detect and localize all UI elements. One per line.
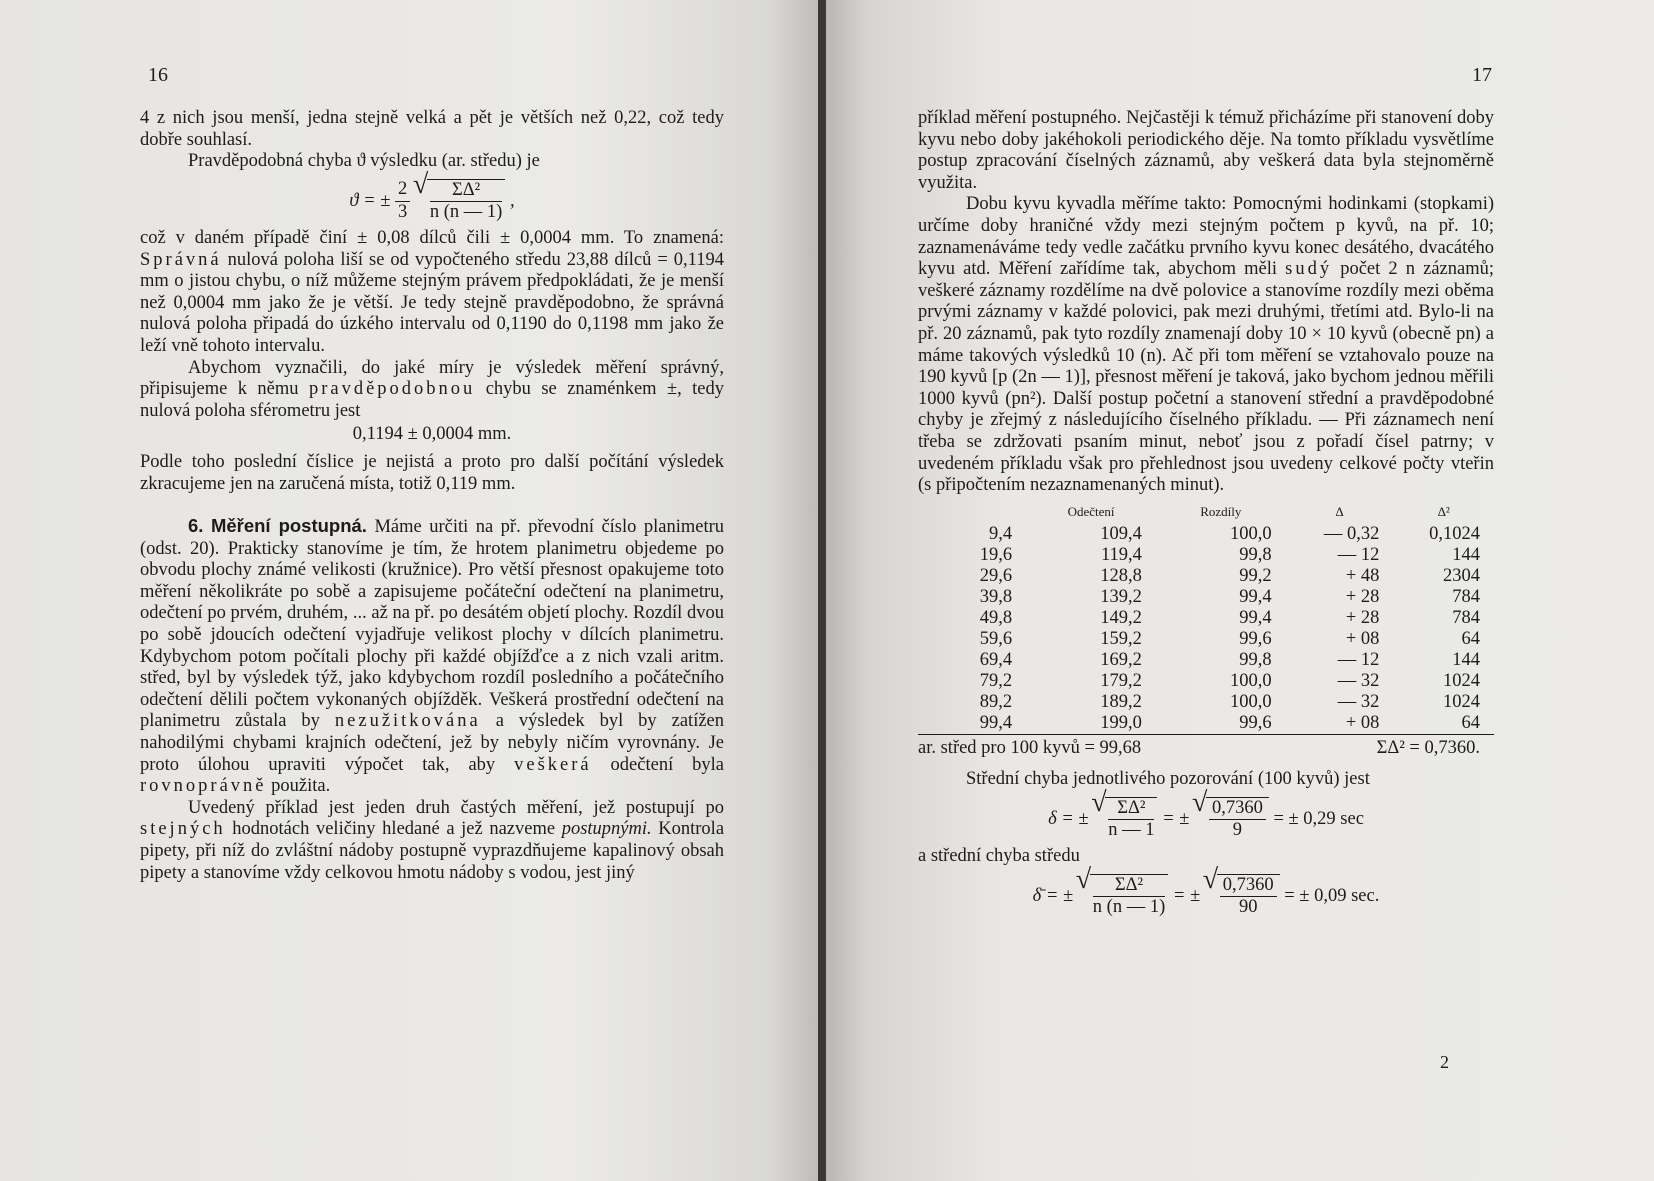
table-cell: 49,8 <box>979 608 1013 629</box>
table-cell: + 48 <box>1345 566 1380 587</box>
paragraph: Pravděpodobná chyba ϑ výsledku (ar. středu) je <box>188 151 540 172</box>
table-cell: 784 <box>1452 587 1480 608</box>
table-cell: 144 <box>1452 650 1480 671</box>
table-cell: 199,0 <box>1100 713 1142 734</box>
paragraph: Podle toho poslední číslice je nejistá a proto pro další počítání výsledek zkracujeme jen na zaručená místa, totiž 0,119 mm. <box>140 451 724 494</box>
table-header: Rozdíly <box>1200 503 1242 519</box>
table-cell: 100,0 <box>1230 524 1272 545</box>
table-cell: 99,4 <box>1239 587 1272 608</box>
page-number: 17 <box>1472 64 1492 86</box>
pendulum-data-table <box>918 501 1494 760</box>
table-row <box>918 692 1494 713</box>
table-row <box>918 629 1494 650</box>
table-cell: 139,2 <box>1100 587 1142 608</box>
section-heading-number: 6. <box>188 515 204 537</box>
table-row <box>918 545 1494 566</box>
table-cell: — 0,32 <box>1323 524 1380 545</box>
result-value: 0,1194 ± 0,0004 mm. <box>352 424 512 445</box>
table-cell: — 12 <box>1337 650 1380 671</box>
table-cell: 179,2 <box>1100 671 1142 692</box>
signature-mark: 2 <box>1440 1052 1449 1072</box>
table-cell: — 32 <box>1337 692 1380 713</box>
section-heading-title: Měření postupná. <box>210 515 367 537</box>
table-cell: 100,0 <box>1230 692 1272 713</box>
paragraph: 4 z nich jsou menší, jedna stejně velká a pět je větších než 0,22, což tedy dobře souhlasí. <box>140 108 724 150</box>
paragraph: Uvedený příklad jest jeden druh častých měření, jež postupují po stejných hodnotách veličiny hledané a jež nazveme postupnými. Kontrola pipety, při níž do zvláštní nádoby postupně vyprazdňujeme kapalinový obsah pipety a stanovíme vždy celkovou hmotu nádoby s vodou, jest jiný <box>140 797 725 883</box>
table-cell: 69,4 <box>979 650 1013 671</box>
table-cell: 64 <box>1461 713 1480 734</box>
table-cell: 9,4 <box>989 524 1013 545</box>
paragraph: Dobu kyvu kyvadla měříme takto: Pomocnými hodinkami (stopkami) určíme doby hraničné vždy mezi stejným počtem p kyvů, na př. 10; zaznamenáváme tedy vedle začátku prvního kyvu konec desátého, dvacátého kyvu atd. Měření zařídíme tak, abychom měli sudý počet 2 n záznamů; veškeré záznamy rozdělíme na dvě polovice a stanovíme rozdíly mezi oběma prvými záznamy v každé polovici, pak mezi druhými, třetími atd. Bylo-li na př. 20 záznamů, pak tyto rozdíly znamenají doby 10 × 10 kyvů (obecně pn) a máme takových výsledků 10 (n). Ač při tom měření se vztahovalo pouze na 190 kyvů [p (2n — 1)], přesnost měření je taková, jako bychom jednou měřili 1000 kyvů (pn²). Další postup početní a stanovení střední a pravděpodobné chyby je zřejmý z následujícího číselného příkladu. — Při záznamech není třeba se zdržovati psaním minut, neboť jsou z pořadí čísel patrny; v uvedeném příkladu však pro přehlednost jsou uvedeny celkové počty vteřin (s připočtením nezaznamenaných minut). <box>918 194 1494 496</box>
table-cell: 99,4 <box>979 713 1013 734</box>
table-cell: 169,2 <box>1100 650 1142 671</box>
table-cell: — 12 <box>1337 545 1380 566</box>
table-cell: + 08 <box>1345 713 1380 734</box>
paragraph: Abychom vyznačili, do jaké míry je výsledek měření správný, připisujeme k němu pravděpodobnou chybu se znaménkem ±, tedy nulová poloha sférometru jest <box>140 357 725 421</box>
table-header: Δ² <box>1437 503 1450 519</box>
table-cell: 119,4 <box>1100 545 1142 566</box>
table-header <box>918 501 1026 525</box>
paragraph: Střední chyba jednotlivého pozorování (100 kyvů) jest <box>966 769 1370 790</box>
table-cell: 59,6 <box>979 629 1013 650</box>
table-summary-row <box>918 735 1494 760</box>
table-cell: 99,4 <box>1239 608 1272 629</box>
table-cell: 99,8 <box>1239 650 1272 671</box>
paragraph: což v daném případě činí ± 0,08 dílců čili ± 0,0004 mm. To znamená: Správná nulová poloha liší se od vypočteného středu 23,88 dílců = 0,1194 mm o jistou chybu, o níž můžeme stejným právem předpokládati, že je menší než 0,0004 mm jako že je větší. Je tedy stejně pravděpodobno, že správná nulová poloha připadá do úzkého intervalu od 0,1190 do 0,1198 mm jako že leží vně tohoto intervalu. <box>140 227 724 356</box>
table-row <box>918 713 1494 735</box>
table-cell: 128,8 <box>1100 566 1142 587</box>
table-row <box>918 587 1494 608</box>
table-cell: 64 <box>1461 629 1480 650</box>
table-cell: — 32 <box>1337 671 1380 692</box>
standard-error-formula: δ = ± √ $\frac{\text{ΣΔ²}}{n — 1}$ = ± √ $\frac{0,7360}{9}$ = ± 0,29 sec <box>918 797 1494 842</box>
left-text-column <box>140 108 724 884</box>
table-row <box>918 524 1494 545</box>
table-cell: 0,1024 <box>1429 524 1480 545</box>
page-number: 16 <box>148 64 168 86</box>
right-page <box>826 0 1654 1181</box>
table-cell: 149,2 <box>1100 608 1142 629</box>
table-row <box>918 650 1494 671</box>
table-cell: 99,8 <box>1239 545 1272 566</box>
table-cell: 189,2 <box>1100 692 1142 713</box>
table-cell: 79,2 <box>979 671 1013 692</box>
table-cell: 1024 <box>1443 671 1480 692</box>
table-row <box>918 671 1494 692</box>
table-row <box>918 566 1494 587</box>
table-cell: 89,2 <box>979 692 1013 713</box>
table-cell: + 28 <box>1345 587 1380 608</box>
probable-error-formula: ϑ = ± $\frac{2}{3}$ √ $\frac{\text{ΣΔ²}}{n (n — 1)}$ , <box>140 179 724 224</box>
table-row <box>918 608 1494 629</box>
table-cell: 99,6 <box>1239 713 1272 734</box>
table-cell: + 28 <box>1345 608 1380 629</box>
table-header: Odečtení <box>1067 503 1115 519</box>
table-cell: 1024 <box>1443 692 1480 713</box>
table-cell: 29,6 <box>979 566 1013 587</box>
sum-value: ΣΔ² = 0,7360. <box>1286 735 1494 760</box>
table-cell: 159,2 <box>1100 629 1142 650</box>
mean-label: ar. střed pro 100 kyvů = 99,68 <box>918 735 1286 760</box>
table-cell: 39,8 <box>979 587 1013 608</box>
table-cell: 144 <box>1452 545 1480 566</box>
table-cell: 100,0 <box>1230 671 1272 692</box>
table-cell: + 08 <box>1345 629 1380 650</box>
table-cell: 109,4 <box>1100 524 1142 545</box>
table-header: Δ <box>1335 503 1344 519</box>
table-cell: 19,6 <box>979 545 1013 566</box>
table-cell: 99,2 <box>1239 566 1272 587</box>
paragraph: příklad měření postupného. Nejčastěji k témuž přicházíme při stanovení doby kyvu nebo doby jakéhokoli periodického děje. Na tomto příkladu vysvětlíme postup zpracování číselných záznamů, aby veškerá data byla stejnoměrně využita. <box>918 108 1494 193</box>
table-cell: 784 <box>1452 608 1480 629</box>
section-6: 6. Měření postupná. Máme určiti na př. převodní číslo planimetru (odst. 20). Prakticky stanovíme je tím, že hrotem planimetru objedeme po obvodu plochy známé velikosti (kružnice). Pro větší přesnost opakujeme toto měření několikráte po sobě a zapisujeme počáteční odečtení na planimetru, odečtení po prvém, druhém, ... až na př. po desátém objetí plochy. Rozdíl dvou po sobě jdoucích odečtení vyjadřuje velikost plochy v dílcích planimetru. Kdybychom potom počítali plochy při každé objížďce a z nich vzali aritm. střed, byl by výsledek týž, jako kdybychom rozdíl posledního a počátečního odečtení dělili počtem vykonaných objížděk. Veškerá prostřední odečtení na planimetru zůstala by nezužitkována a výsledek byl by zatížen nahodilými chybami krajních odečtení, jež by nebyly ničím vyrovnány. Je proto úlohou upraviti výpočet tak, aby veškerá odečtení byla rovnoprávně použita. <box>140 515 725 797</box>
paragraph: a střední chyba středu <box>918 846 1080 867</box>
left-page <box>0 0 820 1181</box>
mean-error-formula: δ̄ = ± √ $\frac{\text{ΣΔ²}}{n (n — 1)}$ = ± √ $\frac{0,7360}{90}$ = ± 0,09 sec. <box>918 874 1494 919</box>
table-cell: 99,6 <box>1239 629 1272 650</box>
table-cell: 2304 <box>1443 566 1480 587</box>
right-text-column <box>918 108 1494 923</box>
